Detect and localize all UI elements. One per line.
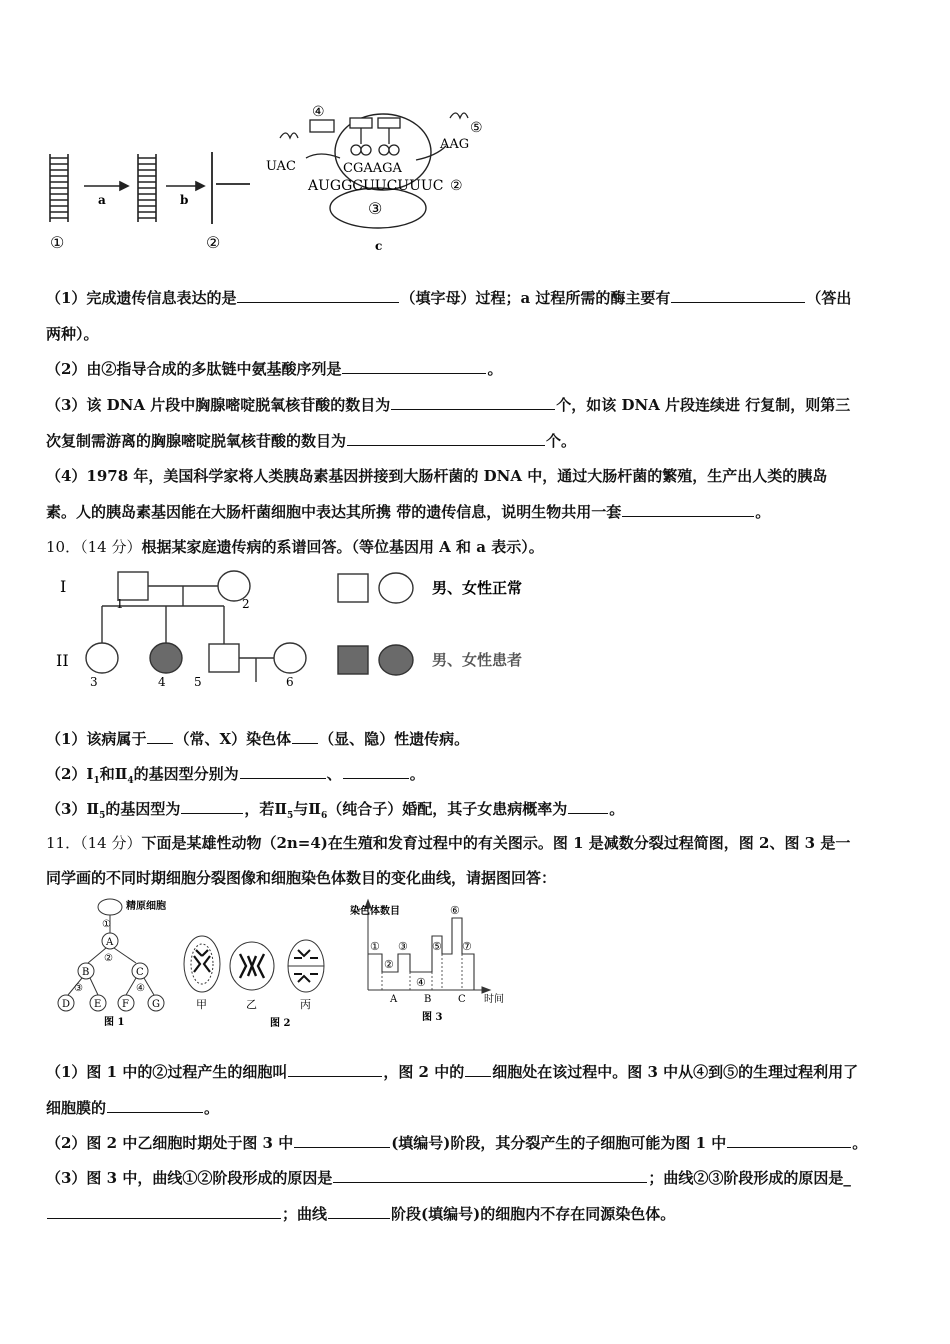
fig3-caption: 图 3 <box>422 1012 443 1023</box>
label-cgaaga: CGAAGA <box>343 161 402 176</box>
q11-score: （14 分） <box>80 834 142 852</box>
q11-p1-blank-3[interactable] <box>107 1098 203 1113</box>
fig1-label-c2: ② <box>104 953 113 964</box>
q11-p2-blank-2[interactable] <box>727 1133 851 1148</box>
q9-p4-text-a: （4）1978 年，美国科学家将人类胰岛素基因拼接到大肠杆菌的 DNA 中，通过大肠杆菌的繁殖，生产出人类的胰岛 <box>46 467 828 485</box>
fig1-label-B: B <box>82 967 90 978</box>
q9-p4-blank[interactable] <box>622 502 754 517</box>
fig1-label-G: G <box>152 999 160 1010</box>
legend-female-normal <box>379 573 413 603</box>
q9-p3-text-a: （3）该 DNA 片段中胸腺嘧啶脱氧核苷酸的数目为 <box>46 396 391 414</box>
q11-part1-line2 <box>46 1097 219 1118</box>
individual-II-4 <box>150 643 182 673</box>
generation-1-label: I <box>60 577 67 596</box>
label-circle-4: ④ <box>312 104 325 120</box>
q11-p3-blank-1[interactable] <box>333 1168 647 1183</box>
fig3-ylabel <box>350 904 400 917</box>
q10-p2-sub-2: 4 <box>127 776 134 786</box>
fig2-label-yi: 乙 <box>246 998 257 1011</box>
q9-p1-text-d: 两种）。 <box>46 325 99 343</box>
fig1-label-D: D <box>62 999 71 1010</box>
q10-number: 10． <box>46 538 81 556</box>
q11-stem-line1: 下面是某雄性动物（2n=4)在生殖和发育过程中的有关图示。图 1 是减数分裂过程简图，图 2、图 3 是一 <box>141 834 851 852</box>
q9-p1-blank-1[interactable] <box>237 288 399 303</box>
q10-heading <box>46 536 544 557</box>
q11-part3-line2 <box>46 1203 675 1224</box>
q11-part2 <box>46 1132 867 1153</box>
q10-p3-text-e: （纯合子）婚配，其子女患病概率为 <box>327 800 568 818</box>
q9-p3-text-d: 个。 <box>546 432 577 450</box>
q10-p3-text-c: ，若Ⅱ <box>244 800 288 818</box>
q11-p2-text-b: (填编号)阶段，其分裂产生的子细胞可能为图 1 中 <box>391 1134 727 1152</box>
q11-p3-text-c: _ <box>843 1169 851 1187</box>
q11-heading-line1 <box>46 832 850 853</box>
q11-part1-line1 <box>46 1061 858 1082</box>
q9-p1-text-a: （1）完成遗传信息表达的是 <box>46 289 237 307</box>
q11-p3-text-b: ；曲线②③阶段形成的原因是 <box>648 1169 844 1187</box>
individual-label-5: 5 <box>194 675 202 689</box>
q9-p2-text-b: 。 <box>487 360 503 378</box>
fig1-title: 精原细胞 <box>126 901 166 912</box>
legend-affected-label: 男、女性患者 <box>432 651 523 669</box>
q10-p3-blank-1[interactable] <box>181 799 243 814</box>
q11-part3-line1 <box>46 1167 851 1188</box>
pedigree-chart <box>46 562 566 692</box>
individual-II-5 <box>209 644 239 672</box>
q11-heading-line2 <box>46 867 556 888</box>
fig3-label-A: A <box>390 994 398 1005</box>
figure-3-chromosome-curve <box>346 898 526 1028</box>
q10-p3-text-a: （3）Ⅱ <box>46 800 100 818</box>
q10-p3-sub-2: 5 <box>287 811 294 821</box>
q10-p3-sub-3: 6 <box>320 811 328 821</box>
q11-p3-text-a: （3）图 3 中，曲线①②阶段形成的原因是 <box>46 1169 333 1187</box>
fig1-caption: 图 1 <box>104 1017 125 1028</box>
label-circle-5: ⑤ <box>470 120 483 136</box>
dna-ladder <box>50 154 68 222</box>
individual-I-1 <box>118 572 148 600</box>
q11-stem-line2: 同学画的不同时期细胞分裂图像和细胞染色体数目的变化曲线，请据图回答： <box>46 869 557 887</box>
q10-p1-text-a: （1）该病属于 <box>46 730 147 748</box>
legend-male-affected <box>338 646 368 674</box>
q10-p2-blank-2[interactable] <box>343 764 409 779</box>
q11-p3-blank-3[interactable] <box>328 1204 390 1219</box>
q9-p3-text-c: 次复制需游离的胸腺嘧啶脱氧核苷酸的数目为 <box>46 432 347 450</box>
arrow-a <box>84 182 128 190</box>
q9-p1-blank-2[interactable] <box>671 288 805 303</box>
fig1-label-F: F <box>122 999 129 1010</box>
q11-p1-blank-2[interactable] <box>465 1062 491 1077</box>
q9-p2-blank[interactable] <box>342 359 486 374</box>
q10-p2-blank-1[interactable] <box>240 764 326 779</box>
q10-p3-text-d: 与Ⅱ <box>293 800 321 818</box>
q9-p3-blank-2[interactable] <box>347 431 545 446</box>
q11-p1-text-c: 细胞处在该过程中。图 3 中从④到⑤的生理过程利用了 <box>492 1063 859 1081</box>
q10-score: （14 分） <box>80 538 142 556</box>
fig3-label-C: C <box>458 994 466 1005</box>
legend-normal-label: 男、女性正常 <box>432 579 523 597</box>
individual-label-2: 2 <box>242 597 250 611</box>
polypeptide-box <box>310 120 334 132</box>
q9-part4-line2 <box>46 501 770 522</box>
q10-p3-text-f: 。 <box>609 800 625 818</box>
fig3-label-B: B <box>424 994 432 1005</box>
fig3-label-c7: ⑦ <box>462 940 472 953</box>
label-aag: AAG <box>440 137 470 152</box>
spermatogonium-cell <box>98 899 122 915</box>
fig2-label-jia: 甲 <box>196 998 207 1011</box>
q10-p1-blank-2[interactable] <box>292 729 318 744</box>
q10-stem: 根据某家庭遗传病的系谱回答。（等位基因用 A 和 a 表示）。 <box>141 538 544 556</box>
q11-p2-blank-1[interactable] <box>294 1133 390 1148</box>
q10-p2-text-e: 。 <box>409 765 425 783</box>
fig1-label-c3: ③ <box>74 983 83 994</box>
q9-part3-line1 <box>46 394 850 415</box>
q9-part1-line2 <box>46 323 99 344</box>
individual-II-6 <box>274 643 306 673</box>
q11-p3-blank-2[interactable] <box>47 1204 281 1219</box>
q11-p3-text-e: 阶段(填编号)的细胞内不存在同源染色体。 <box>391 1205 676 1223</box>
q11-p3-text-d: ；曲线 <box>282 1205 328 1223</box>
q11-p1-blank-1[interactable] <box>288 1062 382 1077</box>
q9-p1-text-b: （填字母）过程；a 过程所需的酶主要有 <box>400 289 671 307</box>
fig3-label-c3: ③ <box>398 940 408 953</box>
fig1-label-C: C <box>136 967 144 978</box>
label-circle-3: ③ <box>368 199 383 218</box>
individual-label-3: 3 <box>90 675 98 689</box>
dna-ladder-replicated <box>138 154 156 222</box>
q10-p3-text-b: 的基因型为 <box>105 800 181 818</box>
q9-p4-text-c: 。 <box>755 503 771 521</box>
arrow-b <box>166 182 204 190</box>
fig1-label-c4: ④ <box>136 983 145 994</box>
q10-p3-sub-1: 5 <box>99 811 106 821</box>
label-b: b <box>180 193 189 207</box>
label-circle-1: ① <box>50 233 65 252</box>
fig3-label-c2: ② <box>384 958 394 971</box>
label-c: c <box>375 239 383 253</box>
q11-p2-text-c: 。 <box>852 1134 868 1152</box>
q10-part2 <box>46 763 425 786</box>
q9-p1-text-c: （答出 <box>806 289 852 307</box>
q10-p2-text-c: 的基因型分别为 <box>133 765 239 783</box>
fig1-label-A: A <box>106 937 114 948</box>
fig2-label-bing: 丙 <box>300 998 311 1011</box>
figure-2-cell-division <box>180 930 340 1030</box>
q9-part1-line1 <box>46 287 851 308</box>
q9-part3-line2 <box>46 430 576 451</box>
generation-2-label: II <box>56 651 69 670</box>
q9-p3-text-b: 个，如该 DNA 片段连续进 行复制，则第三 <box>556 396 851 414</box>
individual-II-3 <box>86 643 118 673</box>
q10-part1 <box>46 728 469 749</box>
fig3-label-c4: ④ <box>416 976 426 989</box>
gene-expression-diagram <box>40 100 520 260</box>
q11-number: 11． <box>46 834 81 852</box>
q11-p2-text-a: （2）图 2 中乙细胞时期处于图 3 中 <box>46 1134 294 1152</box>
q9-part4-line1 <box>46 465 827 486</box>
q10-p2-text-b: 和Ⅱ <box>99 765 128 783</box>
fig3-label-c1: ① <box>370 940 380 953</box>
q11-p1-text-e: 。 <box>204 1099 220 1117</box>
q9-p4-text-b: 素。人的胰岛素基因能在大肠杆菌细胞中表达其所携 带的遗传信息，说明生物共用一套 <box>46 503 622 521</box>
individual-label-4: 4 <box>158 675 166 689</box>
fig1-label-E: E <box>94 999 102 1010</box>
q9-p2-text-a: （2）由②指导合成的多肽链中氨基酸序列是 <box>46 360 342 378</box>
figure-1-meiosis-tree <box>50 895 180 1035</box>
fig3-label-c5: ⑤ <box>432 940 442 953</box>
legend-female-affected <box>379 645 413 675</box>
q9-p3-blank-1[interactable] <box>391 395 555 410</box>
q10-p2-sub-1: 1 <box>93 776 100 786</box>
fig2-caption: 图 2 <box>270 1018 291 1029</box>
individual-label-6: 6 <box>286 675 294 689</box>
label-a: a <box>98 193 106 207</box>
label-circle-2-right: ② <box>450 178 463 194</box>
mrna-strand-left <box>212 152 250 224</box>
q10-part3 <box>46 798 624 821</box>
individual-label-1: 1 <box>116 597 124 611</box>
label-uac: UAC <box>266 159 296 174</box>
q9-part2 <box>46 358 502 379</box>
q10-p2-text-d: 、 <box>326 765 342 783</box>
label-mrna-sequence: AUGGCUUCUUUC <box>308 178 444 194</box>
q11-p1-text-d: 细胞膜的 <box>46 1099 107 1117</box>
fig3-ylabel-text: 染色体数目 <box>350 906 400 917</box>
q10-p3-blank-2[interactable] <box>568 799 608 814</box>
q11-p1-text-a: （1）图 1 中的②过程产生的细胞叫 <box>46 1063 288 1081</box>
fig3-label-c6: ⑥ <box>450 904 460 917</box>
q10-p2-text-a: （2）Ⅰ <box>46 765 94 783</box>
fig3-xlabel: 时间 <box>484 994 504 1005</box>
q10-p1-text-b: （常、X）染色体 <box>174 730 292 748</box>
label-circle-2-left: ② <box>206 233 221 252</box>
fig1-label-c1: ① <box>102 919 111 930</box>
q11-p1-text-b: ，图 2 中的 <box>383 1063 465 1081</box>
q10-p1-blank-1[interactable] <box>147 729 173 744</box>
legend-male-normal <box>338 574 368 602</box>
q10-p1-text-c: （显、隐）性遗传病。 <box>319 730 470 748</box>
